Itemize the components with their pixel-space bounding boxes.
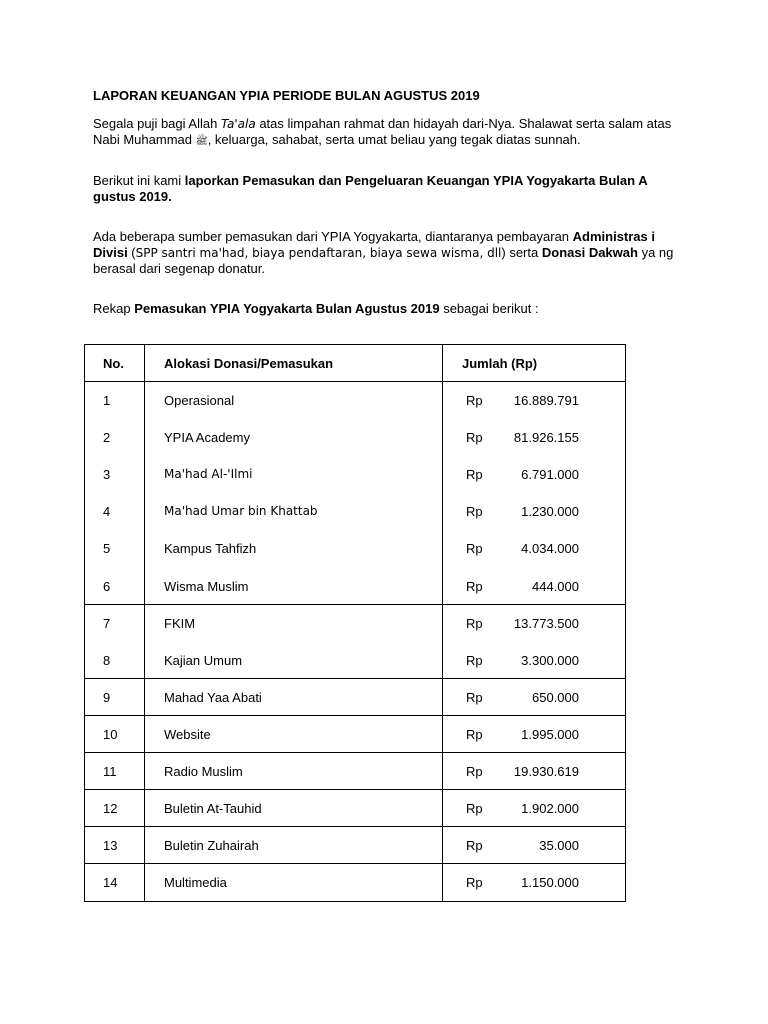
sources-paragraph (93, 229, 678, 277)
rekap-paragraph (93, 301, 678, 317)
p3-text-bold-admin: Administras i Divisi (93, 229, 655, 260)
table-row (85, 716, 625, 753)
row-allocation-name: FKIM (164, 615, 196, 631)
row-currency: Rp (466, 764, 483, 780)
row-currency: Rp (466, 541, 483, 557)
p4-text-c: sebagai berikut : (439, 301, 539, 316)
row-amount: 1.230.000 (521, 504, 579, 520)
column-divider (144, 679, 145, 715)
row-amount: 35.000 (539, 838, 579, 854)
p1-text-italic: Ta'ala (220, 117, 256, 131)
row-currency: Rp (466, 393, 483, 409)
column-divider (442, 568, 443, 604)
row-number: 10 (103, 726, 118, 742)
row-allocation-name: Kajian Umum (164, 652, 243, 668)
p3-text-c: ( (127, 245, 136, 260)
row-currency: Rp (466, 801, 483, 817)
column-divider (442, 864, 443, 901)
table-row (85, 827, 625, 864)
column-divider (144, 605, 145, 642)
row-number: 6 (103, 578, 111, 594)
row-currency: Rp (466, 652, 483, 668)
row-amount: 444.000 (532, 578, 579, 594)
column-divider (442, 419, 443, 456)
p3-text-alt: SPP santri ma'had, biaya pendaftaran, biaya sewa wisma, dll (135, 246, 502, 260)
column-divider (442, 530, 443, 567)
row-allocation-name: Ma'had Umar bin Khattab (164, 504, 318, 519)
row-number: 9 (103, 689, 111, 705)
row-allocation-name: Website (164, 726, 211, 742)
row-allocation-name: Mahad Yaa Abati (164, 689, 262, 705)
column-divider (144, 456, 145, 493)
p3-text-a: Ada beberapa sumber pemasukan dari YPIA Yogyakarta, diantaranya pembayaran (93, 229, 573, 244)
p1-text-a: Segala puji bagi Allah (93, 116, 221, 131)
row-currency: Rp (466, 578, 483, 594)
column-divider (144, 382, 145, 419)
table-header-row (85, 345, 625, 382)
table-row (85, 605, 625, 642)
column-divider (442, 605, 443, 642)
column-divider (144, 827, 145, 863)
column-divider (442, 679, 443, 715)
p2-text-bold: laporkan Pemasukan dan Pengeluaran Keuangan YPIA Yogyakarta Bulan A gustus 2019. (93, 173, 648, 204)
row-allocation-name: YPIA Academy (164, 430, 250, 446)
column-divider (144, 753, 145, 789)
intro-paragraph (93, 173, 678, 205)
p3-text-g: ya ng berasal dari segenap donatur. (93, 245, 674, 276)
row-amount: 13.773.500 (513, 615, 579, 631)
row-number: 7 (103, 615, 111, 631)
p3-text-e: ) serta (501, 245, 542, 260)
column-divider (442, 753, 443, 789)
column-divider (144, 419, 145, 456)
row-allocation-name: Operasional (164, 393, 235, 409)
column-divider (144, 642, 145, 678)
row-allocation-name: Buletin At-Tauhid (164, 801, 262, 817)
column-divider (144, 568, 145, 604)
row-number: 11 (103, 764, 117, 780)
header-alokasi: Alokasi Donasi/Pemasukan (164, 356, 334, 371)
row-amount: 6.791.000 (521, 467, 579, 483)
column-divider (144, 864, 145, 901)
p4-text-a: Rekap (93, 301, 135, 316)
row-currency: Rp (466, 467, 483, 483)
column-divider (442, 345, 443, 381)
row-allocation-name: Radio Muslim (164, 764, 243, 780)
table-row (85, 493, 625, 530)
column-divider (442, 827, 443, 863)
p2-text-a: Berikut ini kami (93, 173, 185, 188)
table-row (85, 456, 625, 493)
row-number: 1 (103, 393, 111, 409)
row-currency: Rp (466, 875, 483, 891)
column-divider (144, 493, 145, 530)
income-table (84, 344, 626, 902)
row-allocation-name: Wisma Muslim (164, 578, 249, 594)
row-amount: 1.902.000 (521, 801, 579, 817)
column-divider (442, 493, 443, 530)
row-number: 3 (103, 467, 111, 483)
row-amount: 3.300.000 (521, 652, 579, 668)
row-number: 4 (103, 504, 111, 520)
table-row (85, 568, 625, 605)
column-divider (442, 382, 443, 419)
table-row (85, 790, 625, 827)
row-currency: Rp (466, 689, 483, 705)
column-divider (144, 790, 145, 826)
row-currency: Rp (466, 726, 483, 742)
row-currency: Rp (466, 838, 483, 854)
row-number: 12 (103, 801, 118, 817)
table-row (85, 642, 625, 679)
p1-text-c: atas limpahan rahmat dan hidayah dari-Nya. Shalawat serta salam atas Nabi Muhammad (93, 116, 672, 147)
row-amount: 81.926.155 (513, 430, 579, 446)
table-body (85, 382, 625, 901)
row-currency: Rp (466, 504, 483, 520)
column-divider (442, 790, 443, 826)
p1-text-e: , keluarga, sahabat, serta umat beliau yang tegak diatas sunnah. (207, 132, 581, 147)
column-divider (442, 642, 443, 678)
table-row (85, 382, 625, 419)
row-amount: 4.034.000 (521, 541, 579, 557)
header-jumlah: Jumlah (Rp) (462, 356, 538, 371)
table-row (85, 530, 625, 567)
row-number: 2 (103, 430, 111, 446)
row-allocation-name: Multimedia (164, 875, 227, 891)
row-currency: Rp (466, 615, 483, 631)
table-row (85, 864, 625, 901)
row-amount: 1.150.000 (521, 875, 579, 891)
row-amount: 16.889.791 (513, 393, 579, 409)
opening-paragraph (93, 116, 678, 150)
column-divider (144, 345, 145, 381)
row-amount: 19.930.619 (513, 764, 579, 780)
column-divider (442, 456, 443, 493)
row-number: 8 (103, 652, 111, 668)
p3-text-bold-donasi: Donasi Dakwah (541, 245, 638, 260)
row-amount: 650.000 (532, 689, 579, 705)
table-row (85, 679, 625, 716)
column-divider (144, 716, 145, 752)
row-allocation-name: Ma'had Al-'Ilmi (164, 467, 253, 482)
column-divider (442, 716, 443, 752)
column-divider (144, 530, 145, 567)
row-allocation-name: Kampus Tahfizh (164, 541, 257, 557)
table-row (85, 753, 625, 790)
header-no: No. (103, 356, 124, 371)
document-title: LAPORAN KEUANGAN YPIA PERIODE BULAN AGUSTUS 2019 (93, 88, 480, 103)
p4-text-bold: Pemasukan YPIA Yogyakarta Bulan Agustus 2019 (134, 301, 440, 316)
row-amount: 1.995.000 (521, 726, 579, 742)
row-number: 13 (103, 838, 118, 854)
row-currency: Rp (466, 430, 483, 446)
row-allocation-name: Buletin Zuhairah (164, 838, 259, 854)
row-number: 14 (103, 875, 118, 891)
row-number: 5 (103, 541, 111, 557)
salawat-symbol: ﷺ (195, 136, 208, 147)
table-row (85, 419, 625, 456)
